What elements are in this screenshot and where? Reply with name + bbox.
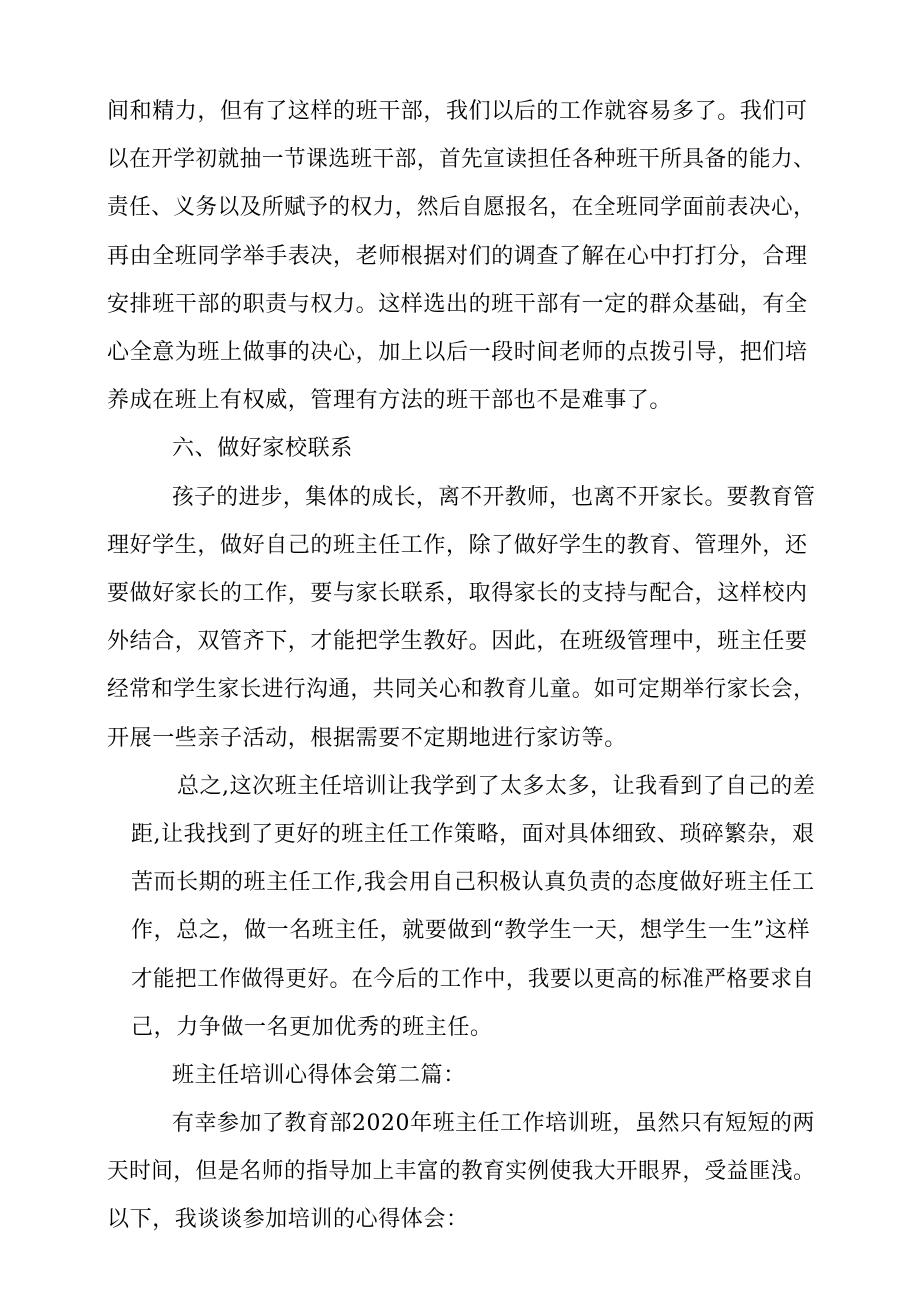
paragraph-1-line: 养成在班上有权威，管理有方法的班干部也不是难事了。 (107, 388, 673, 414)
paragraph-2-line: 要做好家长的工作，要与家长联系，取得家长的支持与配合，这样校内 (107, 580, 808, 606)
paragraph-4-line: 有幸参加了教育部2020年班主任工作培训班，虽然只有短短的两 (172, 1111, 816, 1137)
section-title: 班主任培训心得体会第二篇： (172, 1062, 466, 1088)
paragraph-2-line: 开展一些亲子活动，根据需要不定期地进行家访等。 (107, 725, 627, 751)
paragraph-3-line: 苦而长期的班主任工作,我会用自己积极认真负责的态度做好班主任工 (131, 870, 815, 896)
paragraph-3-line: 距,让我找到了更好的班主任工作策略，面对具体细致、琐碎繁杂，艰 (131, 821, 815, 847)
paragraph-2-line: 经常和学生家长进行沟通，共同关心和教育儿童。如可定期举行家长会， (107, 677, 816, 703)
paragraph-4-line: 天时间，但是名师的指导加上丰富的教育实例使我大开眼界，受益匪浅。 (107, 1159, 816, 1185)
paragraph-1-line: 责任、义务以及所赋予的权力，然后自愿报名，在全班同学面前表决心， (107, 195, 816, 221)
paragraph-1-line: 以在开学初就抽一节课选班干部，首先宣读担任各种班干所具备的能力、 (107, 147, 816, 173)
paragraph-2-line: 外结合，双管齐下，才能把学生教好。因此，在班级管理中，班主任要 (107, 629, 808, 655)
paragraph-2-line: 理好学生，做好自己的班主任工作，除了做好学生的教育、管理外，还 (107, 532, 808, 558)
paragraph-1-line: 心全意为班上做事的决心，加上以后一段时间老师的点拨引导，把们培 (107, 339, 808, 365)
paragraph-2-line: 孩子的进步，集体的成长，离不开教师，也离不开家长。要教育管 (172, 484, 816, 510)
section-heading: 六、做好家校联系 (172, 436, 353, 462)
paragraph-3-line: 才能把工作做得更好。在今后的工作中，我要以更高的标准严格要求自 (131, 966, 815, 992)
paragraph-3-line: 己，力争做一名更加优秀的班主任。 (131, 1014, 493, 1040)
paragraph-1-line: 安排班干部的职责与权力。这样选出的班干部有一定的群众基础，有全 (107, 291, 808, 317)
paragraph-3-line: 总之,这次班主任培训让我学到了太多太多，让我看到了自己的差 (177, 773, 816, 799)
paragraph-1-line: 再由全班同学举手表决，老师根据对们的调查了解在心中打打分，合理 (107, 243, 808, 269)
paragraph-3-line: 作，总之，做一名班主任，就要做到“教学生一天，想学生一生”这样 (131, 918, 811, 944)
paragraph-4-line: 以下，我谈谈参加培训的心得体会： (107, 1207, 469, 1233)
paragraph-1-line: 间和精力，但有了这样的班干部，我们以后的工作就容易多了。我们可 (107, 99, 808, 124)
